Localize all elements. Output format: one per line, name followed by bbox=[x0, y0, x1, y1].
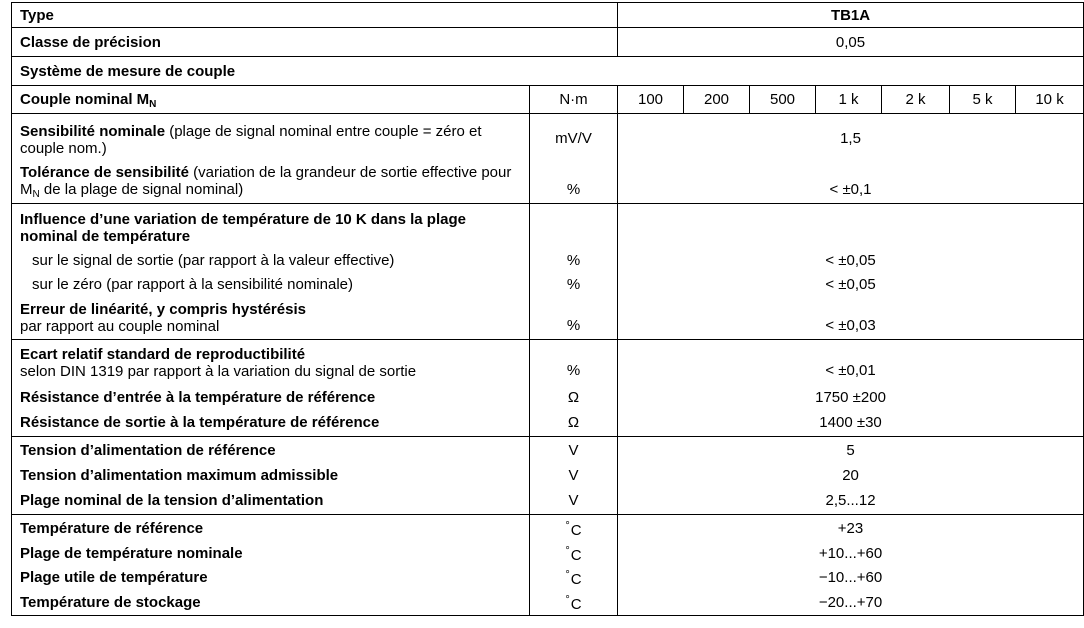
supply-max-value: 20 bbox=[618, 464, 1084, 488]
sensitivity-unit: mV/V bbox=[530, 114, 618, 164]
degree-symbol: ° bbox=[565, 593, 570, 606]
tolerance-label bbox=[12, 164, 530, 204]
temp-storage-row bbox=[12, 590, 1084, 616]
sensitivity-value: 1,5 bbox=[618, 114, 1084, 164]
repeatability-unit: % bbox=[530, 340, 618, 386]
temperature-zero-label: sur le zéro (par rapport à la sensibilité nominale) bbox=[12, 273, 530, 297]
temp-unit-letter: C bbox=[570, 521, 582, 539]
repeatability-row bbox=[12, 340, 1084, 386]
temp-unit-letter: C bbox=[570, 547, 582, 564]
input-resistance-unit: Ω bbox=[530, 386, 618, 410]
temp-useful-unit bbox=[530, 566, 618, 590]
supply-range-value: 2,5...12 bbox=[618, 488, 1084, 515]
supply-reference-row bbox=[12, 437, 1084, 464]
output-resistance-row bbox=[12, 410, 1084, 437]
temperature-influence-heading-row bbox=[12, 204, 1084, 249]
temperature-output-value: < ±0,05 bbox=[618, 249, 1084, 273]
tolerance-row bbox=[12, 164, 1084, 204]
input-resistance-label: Résistance d’entrée à la température de référence bbox=[12, 386, 530, 410]
temp-nominal-label: Plage de température nominale bbox=[12, 542, 530, 566]
temperature-output-row bbox=[12, 249, 1084, 273]
system-label: Système de mesure de couple bbox=[12, 57, 1084, 86]
temperature-zero-row bbox=[12, 273, 1084, 297]
supply-range-unit: V bbox=[530, 488, 618, 515]
supply-reference-value: 5 bbox=[618, 437, 1084, 464]
type-label: Type bbox=[12, 3, 618, 28]
supply-max-label: Tension d’alimentation maximum admissible bbox=[12, 464, 530, 488]
tolerance-label-bold: Tolérance de sensibilité bbox=[20, 163, 189, 181]
output-resistance-label: Résistance de sortie à la température de référence bbox=[12, 410, 530, 437]
tolerance-value: < ±0,1 bbox=[618, 164, 1084, 204]
nominal-torque-value: 200 bbox=[684, 86, 750, 114]
sensitivity-row bbox=[12, 114, 1084, 164]
supply-range-label: Plage nominal de la tension d’alimentation bbox=[12, 488, 530, 515]
input-resistance-value: 1750 ±200 bbox=[618, 386, 1084, 410]
specifications-table bbox=[11, 2, 1084, 616]
temperature-zero-value: < ±0,05 bbox=[618, 273, 1084, 297]
sensitivity-label bbox=[12, 114, 530, 164]
temp-unit-letter: C bbox=[570, 595, 582, 613]
repeatability-label-rest: selon DIN 1319 par rapport à la variation du signal de sortie bbox=[20, 362, 417, 380]
nominal-torque-label bbox=[12, 86, 530, 114]
precision-row bbox=[12, 28, 1084, 57]
temp-storage-value: −20...+70 bbox=[618, 590, 1084, 616]
degree-symbol: ° bbox=[565, 519, 570, 532]
nominal-torque-value: 500 bbox=[750, 86, 816, 114]
temperature-influence-heading: Influence d’une variation de température de 10 K dans la plage nominal de température bbox=[12, 204, 530, 249]
temp-useful-label: Plage utile de température bbox=[12, 566, 530, 590]
type-value: TB1A bbox=[618, 3, 1084, 28]
temperature-zero-unit: % bbox=[530, 273, 618, 297]
degree-symbol: ° bbox=[565, 569, 570, 581]
supply-reference-unit: V bbox=[530, 437, 618, 464]
supply-max-row bbox=[12, 464, 1084, 488]
temperature-output-unit: % bbox=[530, 249, 618, 273]
linearity-label-rest: par rapport au couple nominal bbox=[20, 317, 220, 335]
repeatability-value: < ±0,01 bbox=[618, 340, 1084, 386]
nominal-torque-row bbox=[12, 86, 1084, 114]
nominal-torque-value: 10 k bbox=[1016, 86, 1084, 114]
temp-useful-row bbox=[12, 566, 1084, 590]
linearity-label bbox=[12, 297, 530, 340]
repeatability-label-bold: Ecart relatif standard de reproductibilité bbox=[20, 345, 306, 363]
linearity-label-bold: Erreur de linéarité, y compris hystérésis bbox=[20, 300, 306, 318]
input-resistance-row bbox=[12, 386, 1084, 410]
output-resistance-value: 1400 ±30 bbox=[618, 410, 1084, 437]
temp-nominal-value: +10...+60 bbox=[618, 542, 1084, 566]
output-resistance-unit: Ω bbox=[530, 410, 618, 437]
tolerance-label-rest1: (variation de la grandeur de sortie effective pour M bbox=[20, 163, 512, 198]
sensitivity-label-rest: (plage de signal nominal entre couple = zéro et couple nom.) bbox=[20, 123, 482, 158]
nominal-torque-value: 1 k bbox=[816, 86, 882, 114]
temp-storage-unit bbox=[530, 590, 618, 616]
tolerance-unit: % bbox=[530, 164, 618, 204]
supply-reference-label: Tension d’alimentation de référence bbox=[12, 437, 530, 464]
temp-nominal-unit bbox=[530, 542, 618, 566]
temp-unit-letter: C bbox=[570, 571, 582, 588]
linearity-row bbox=[12, 297, 1084, 340]
supply-max-unit: V bbox=[530, 464, 618, 488]
repeatability-label bbox=[12, 340, 530, 386]
temp-reference-unit bbox=[530, 515, 618, 542]
nominal-torque-value: 2 k bbox=[882, 86, 950, 114]
linearity-unit: % bbox=[530, 297, 618, 340]
system-row bbox=[12, 57, 1084, 86]
tolerance-label-rest2: de la plage de signal nominal) bbox=[39, 180, 244, 198]
sensitivity-label-bold: Sensibilité nominale bbox=[20, 123, 166, 141]
temperature-output-label: sur le signal de sortie (par rapport à la valeur effective) bbox=[12, 249, 530, 273]
temp-storage-label: Température de stockage bbox=[12, 590, 530, 616]
temp-nominal-row bbox=[12, 542, 1084, 566]
temp-reference-label: Température de référence bbox=[12, 515, 530, 542]
temp-useful-value: −10...+60 bbox=[618, 566, 1084, 590]
temp-reference-value: +23 bbox=[618, 515, 1084, 542]
type-row bbox=[12, 3, 1084, 28]
precision-value: 0,05 bbox=[618, 28, 1084, 57]
tolerance-label-sub: N bbox=[32, 188, 40, 200]
nominal-torque-label-text: Couple nominal M bbox=[20, 91, 150, 108]
precision-label: Classe de précision bbox=[12, 28, 618, 57]
degree-symbol: ° bbox=[565, 545, 570, 557]
nominal-torque-unit: N·m bbox=[530, 86, 618, 114]
temp-reference-row bbox=[12, 515, 1084, 542]
supply-range-row bbox=[12, 488, 1084, 515]
nominal-torque-value: 5 k bbox=[950, 86, 1016, 114]
nominal-torque-value: 100 bbox=[618, 86, 684, 114]
linearity-value: < ±0,03 bbox=[618, 297, 1084, 340]
nominal-torque-label-sub: N bbox=[149, 99, 157, 110]
